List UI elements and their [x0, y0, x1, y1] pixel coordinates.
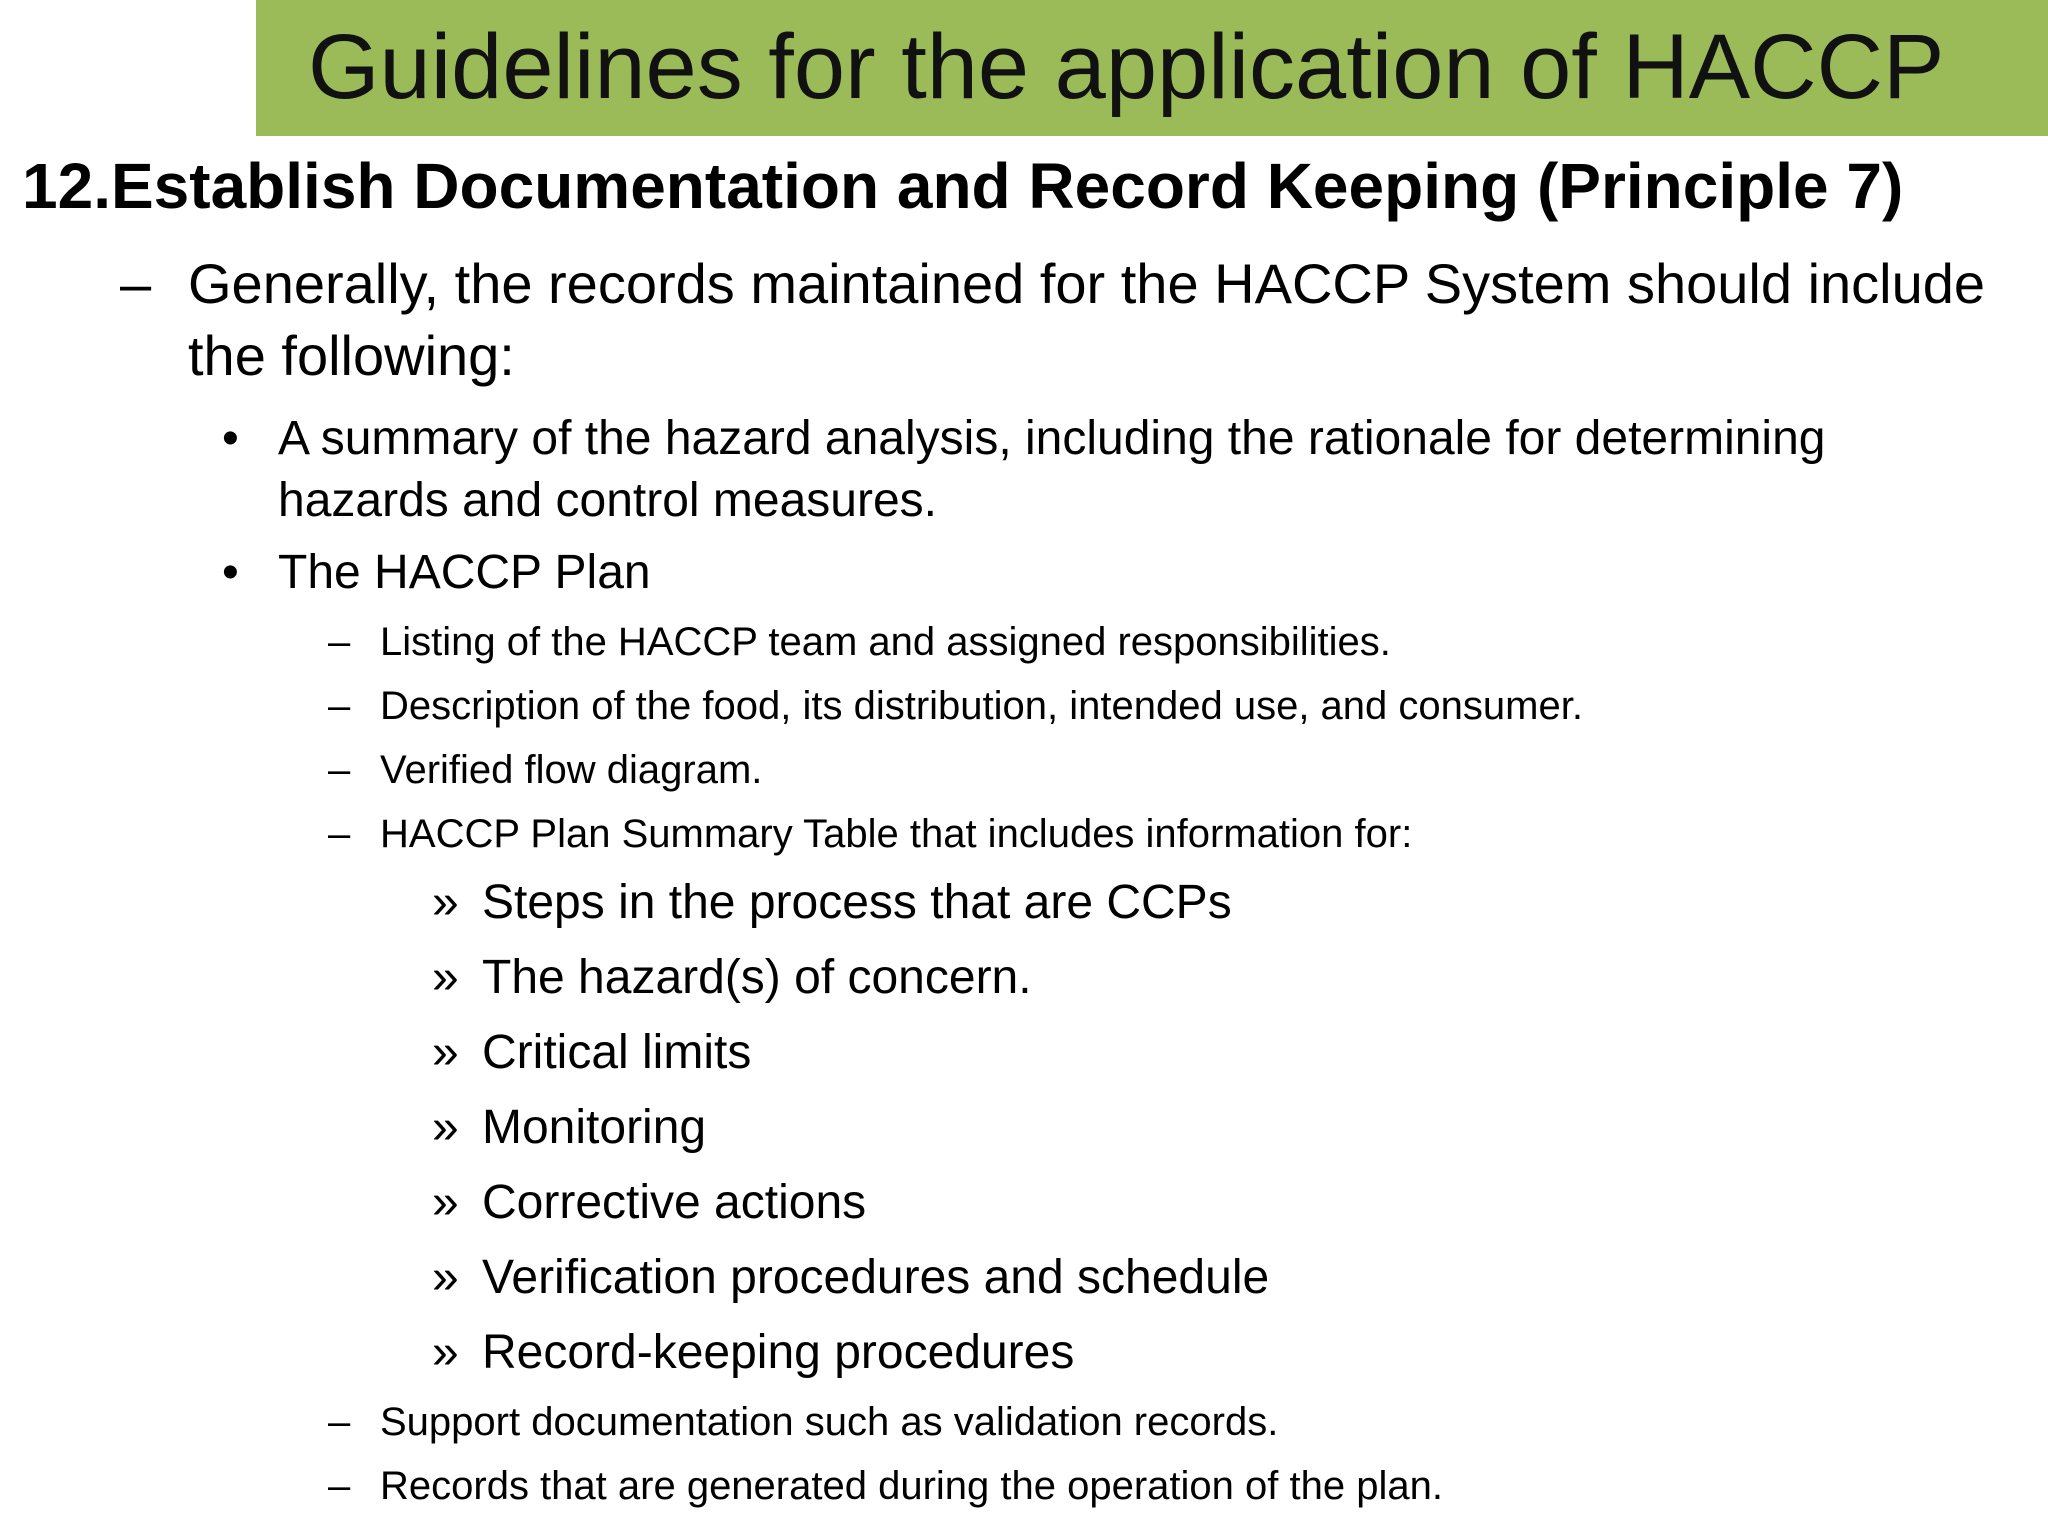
- dash-marker: –: [328, 812, 351, 856]
- chevron-marker: »: [432, 1026, 459, 1079]
- summary-table-item-text: Steps in the process that are CCPs: [482, 876, 1232, 929]
- plan-item-text: Description of the food, its distribution, intended use, and consumer.: [380, 684, 1583, 728]
- plan-item-text: Verified flow diagram.: [380, 748, 763, 792]
- title-bar: [256, 0, 2048, 136]
- dash-marker: –: [328, 1400, 351, 1444]
- summary-table-item-text: Corrective actions: [482, 1176, 867, 1229]
- chevron-marker: »: [432, 876, 459, 929]
- section-heading: [22, 148, 1903, 224]
- summary-table-item-text: Verification procedures and schedule: [482, 1251, 1270, 1304]
- dash-marker: –: [328, 748, 351, 792]
- bullet-marker: •: [222, 546, 239, 599]
- slide-title: Guidelines for the application of HACCP: [308, 16, 1945, 118]
- chevron-marker: »: [432, 1326, 459, 1379]
- closing-item-text: Records that are generated during the operation of the plan.: [380, 1464, 1443, 1508]
- section-heading-text: Establish Documentation and Record Keeping (Principle 7): [110, 150, 1904, 222]
- bullet-marker: •: [222, 412, 239, 465]
- bullet-text: The HACCP Plan: [278, 546, 651, 599]
- dash-marker: –: [328, 1464, 351, 1508]
- summary-table-item-text: Monitoring: [482, 1101, 707, 1154]
- plan-item-text: Listing of the HACCP team and assigned responsibilities.: [380, 620, 1391, 664]
- dash-marker: –: [120, 252, 152, 315]
- chevron-marker: »: [432, 1176, 459, 1229]
- dash-marker: –: [328, 684, 351, 728]
- plan-item-text: HACCP Plan Summary Table that includes information for:: [380, 812, 1413, 856]
- dash-marker: –: [328, 620, 351, 664]
- summary-table-item-text: The hazard(s) of concern.: [482, 951, 1032, 1004]
- chevron-marker: »: [432, 1251, 459, 1304]
- bullet-text: A summary of the hazard analysis, including the rationale for determining hazards and control measures.: [278, 412, 1826, 527]
- chevron-marker: »: [432, 1101, 459, 1154]
- section-number: 12.: [22, 150, 111, 222]
- summary-table-item-text: Critical limits: [482, 1026, 752, 1079]
- level1-text: Generally, the records maintained for the HACCP System should include the following:: [188, 252, 1986, 387]
- summary-table-item-text: Record-keeping procedures: [482, 1326, 1075, 1379]
- closing-item-text: Support documentation such as validation records.: [380, 1400, 1279, 1444]
- chevron-marker: »: [432, 951, 459, 1004]
